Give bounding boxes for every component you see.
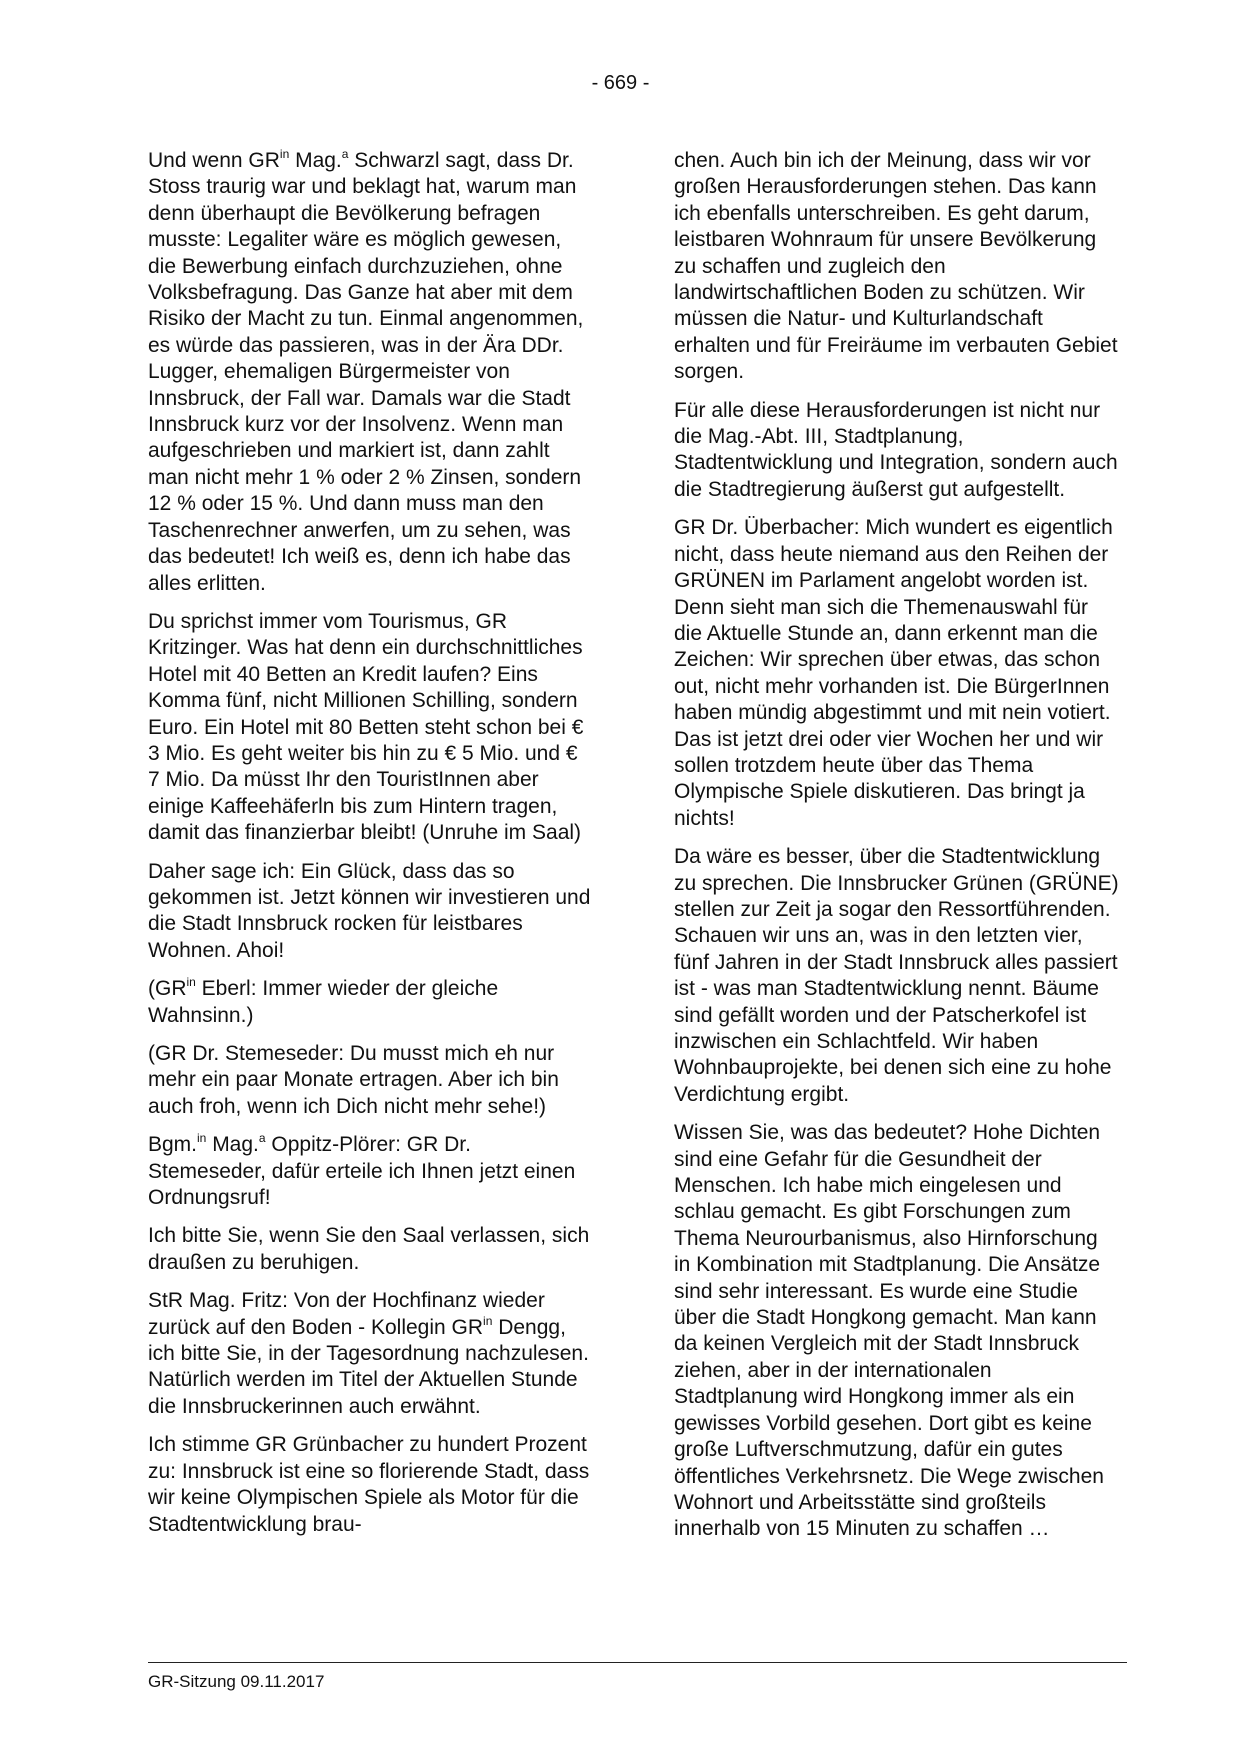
paragraph: StR Mag. Fritz: Von der Hochfinanz wieder zurück auf den Boden - Kollegin $GR^{in}$ Dengg, ich bitte Sie, in der Tagesordnung nachzulesen. Natürlich werden im Titel der Aktuellen Stunde die Innsbruckerinnen auch erwähnt. bbox=[148, 1289, 589, 1418]
paragraph: Wissen Sie, was das bedeutet? Hohe Dichten sind eine Gefahr für die Gesundheit der Menschen. Ich habe mich eingelesen und schlau gemacht. Es gibt Forschungen zum Thema Neurourbanismus, also Hirnforschung in Kombination mit Stadtplanung. Die Ansätze sind sehr interessant. Es wurde eine Studie über die Stadt Hongkong gemacht. Man kann da keinen Vergleich mit der Stadt Innsbruck ziehen, aber in der internationalen Stadtplanung wird Hongkong immer als ein gewisses Vorbild gesehen. Dort gibt es keine große Luftverschmutzung, dafür ein gutes öffentliches Verkehrsnetz. Die Wege zwischen Wohnort und Arbeitsstätte sind großteils innerhalb von 15 Minuten zu schaffen … bbox=[674, 1121, 1104, 1541]
footer-text: GR-Sitzung 09.11.2017 bbox=[148, 1672, 325, 1691]
paragraph: Daher sage ich: Ein Glück, dass das so gekommen ist. Jetzt können wir investieren und die Stadt Innsbruck rocken für leistbares Wohnen. Ahoi! bbox=[148, 859, 591, 962]
right-column bbox=[674, 148, 1119, 1555]
page-number: - 669 - bbox=[591, 72, 650, 94]
paragraph: Da wäre es besser, über die Stadtentwicklung zu sprechen. Die Innsbrucker Grünen (GRÜNE) stellen zur Zeit ja sogar den Ressortführenden. Schauen wir uns an, was in den letzten vier, fünf Jahren in der Stadt Innsbruck alles passiert ist - was man Stadtentwicklung nennt. Bäume sind gefällt worden und der Patscherkofel ist inzwischen ein Schlachtfeld. Wir haben Wohnbauprojekte, bei denen sich eine zu hohe Verdichtung ergibt. bbox=[674, 845, 1119, 1106]
footer-divider bbox=[148, 1662, 1127, 1663]
paragraph: Du sprichst immer vom Tourismus, GR Kritzinger. Was hat denn ein durchschnittliches Hotel mit 40 Betten an Kredit laufen? Eins Komma fünf, nicht Millionen Schilling, sondern Euro. Ein Hotel mit 80 Betten steht schon bei € 3 Mio. Es geht weiter bis hin zu € 5 Mio. und € 7 Mio. Da müsst Ihr den TouristInnen aber einige Kaffeehäferln bis zum Hintern tragen, damit das finanzierbar bleibt! (Unruhe im Saal) bbox=[148, 609, 584, 845]
paragraph: GR Dr. Überbacher: Mich wundert es eigentlich nicht, dass heute niemand aus den Reihen der GRÜNEN im Parlament angelobt worden ist. Denn sieht man sich die Themenauswahl für die Aktuelle Stunde an, dann erkennt man die Zeichen: Wir sprechen über etwas, das schon out, nicht mehr vorhanden ist. Die BürgerInnen haben mündig abgestimmt und mit nein votiert. Das ist jetzt drei oder vier Wochen her und wir sollen trotzdem heute über das Thema Olympische Spiele diskutieren. Das bringt ja nichts! bbox=[674, 516, 1113, 830]
paragraph: Ich stimme GR Grünbacher zu hundert Prozent zu: Innsbruck ist eine so florierende Stadt, dass wir keine Olympischen Spiele als Motor für die Stadtentwicklung brau- bbox=[148, 1433, 590, 1536]
paragraph: Bgm.$^{in}$ Mag.$^a$ Oppitz-Plörer: GR Dr. Stemeseder, dafür erteile ich Ihnen jetzt einen Ordnungsruf! bbox=[148, 1131, 576, 1210]
paragraph: Und wenn $GR^{in}$ Mag.$^a$ Schwarzl sagt, dass Dr. Stoss traurig war und beklagt hat, warum man denn überhaupt die Bevölkerung befragen musste: Legaliter wäre es möglich gewesen, die Bewerbung einfach durchzuziehen, ohne Volksbefragung. Das Ganze hat aber mit dem Risiko der Macht zu tun. Einmal angenommen, es würde das passieren, was in der Ära DDr. Lugger, ehemaligen Bürgermeister von Innsbruck, der Fall war. Damals war die Stadt Innsbruck kurz vor der Insolvenz. Wenn man aufgeschrieben und markiert ist, dann zahlt man nicht mehr 1 % oder 2 % Zinsen, sondern 12 % oder 15 %. Und dann muss man den Taschenrechner anwerfen, um zu sehen, was das bedeutet! Ich weiß es, denn ich habe das alles erlitten. bbox=[148, 147, 584, 595]
paragraph: (GR Dr. Stemeseder: Du musst mich eh nur mehr ein paar Monate ertragen. Aber ich bin auch froh, wenn ich Dich nicht mehr sehe!) bbox=[148, 1042, 559, 1118]
paragraph: chen. Auch bin ich der Meinung, dass wir vor großen Herausforderungen stehen. Das kann ich ebenfalls unterschreiben. Es geht darum, leistbaren Wohnraum für unsere Bevölkerung zu schaffen und zugleich den landwirtschaftlichen Boden zu schützen. Wir müssen die Natur- und Kulturlandschaft erhalten und für Freiräume im verbauten Gebiet sorgen. bbox=[674, 149, 1118, 384]
paragraph: ($GR^{in}$ Eberl: Immer wieder der gleiche Wahnsinn.) bbox=[148, 975, 499, 1027]
paragraph: Für alle diese Herausforderungen ist nicht nur die Mag.-Abt. III, Stadtplanung, Stadtentwicklung und Integration, sondern auch die Stadtregierung äußerst gut aufgestellt. bbox=[674, 398, 1118, 501]
left-column bbox=[148, 148, 593, 1550]
paragraph: Ich bitte Sie, wenn Sie den Saal verlassen, sich draußen zu beruhigen. bbox=[148, 1224, 590, 1274]
